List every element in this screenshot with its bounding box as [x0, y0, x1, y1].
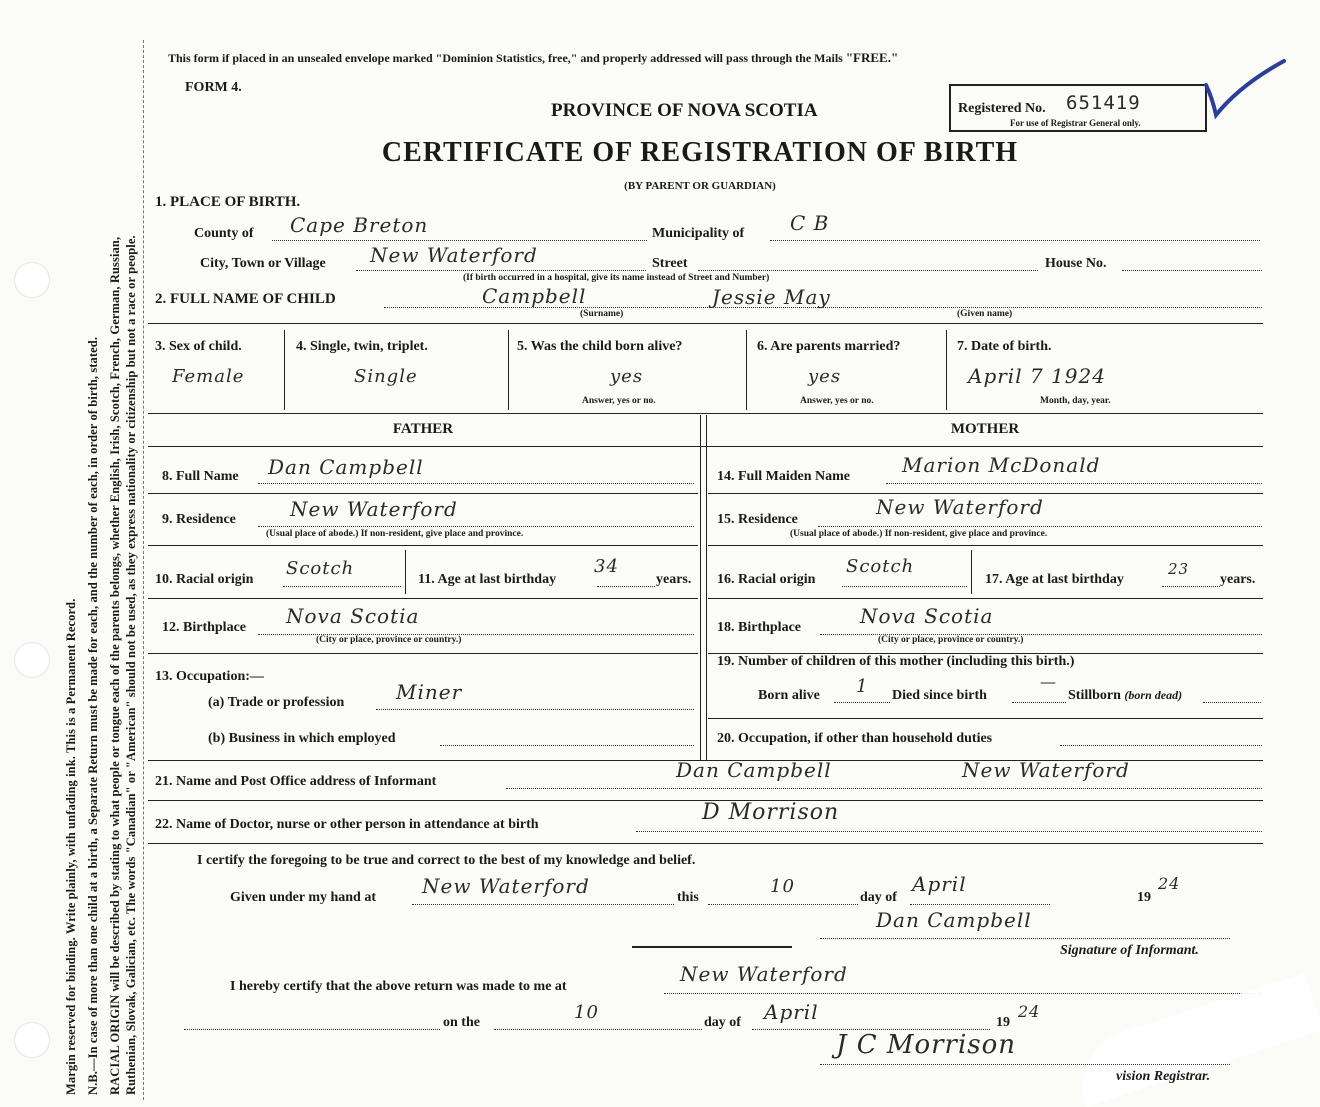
municipality-value: C B — [790, 211, 830, 235]
plurality-label: 4. Single, twin, triplet. — [296, 339, 428, 354]
col-divider-3 — [746, 330, 747, 410]
mother-residence-label: 15. Residence — [717, 512, 798, 527]
signature-line — [820, 938, 1230, 939]
rule-parents-heading — [148, 446, 1263, 447]
surname-note: (Surname) — [580, 309, 624, 319]
parents-divider-a — [700, 415, 701, 760]
rule-mother-1 — [708, 493, 1263, 494]
parents-married-value: yes — [808, 366, 842, 387]
day-of-label: day of — [860, 890, 897, 905]
father-age-value: 34 — [594, 556, 619, 577]
mail-note — [168, 50, 898, 66]
given-year-value: 24 — [1158, 874, 1181, 893]
given-day-value: 10 — [770, 876, 795, 897]
stillborn-line — [1203, 702, 1261, 703]
mother-years-label: years. — [1220, 572, 1256, 587]
mother-birthplace-value: Nova Scotia — [860, 604, 994, 628]
rule-mother-3 — [708, 598, 1263, 599]
form-number: FORM 4. — [185, 80, 242, 95]
margin-notes — [0, 0, 140, 1107]
doctor-label: 22. Name of Doctor, nurse or other person in attendance at birth — [155, 817, 539, 832]
informant-label: 21. Name and Post Office address of Informant — [155, 774, 437, 789]
mother-racial-line — [842, 586, 967, 587]
informant-address-value: New Waterford — [962, 758, 1130, 782]
registrar-day-of-label: day of — [704, 1015, 741, 1030]
col-divider-1 — [284, 330, 285, 410]
check-mark-icon — [1200, 55, 1290, 125]
rule-certification-top — [148, 843, 1263, 844]
father-birthplace-note: (City or place, province or country.) — [316, 635, 462, 645]
given-name-note: (Given name) — [957, 309, 1013, 319]
mother-racial-value: Scotch — [846, 556, 915, 577]
mother-occupation-line — [1060, 745, 1262, 746]
rule-father-1 — [148, 493, 698, 494]
house-no-line — [1122, 270, 1262, 271]
registered-label: Registered No. — [958, 101, 1046, 116]
given-place-line — [412, 904, 674, 905]
mother-name-label: 14. Full Maiden Name — [717, 469, 850, 484]
given-day-line — [708, 904, 858, 905]
county-label: County of — [194, 226, 254, 241]
registrar-statement: I hereby certify that the above return was made to me at — [230, 979, 567, 994]
father-residence-note: (Usual place of abode.) If non-resident, give place and province. — [266, 529, 524, 539]
father-business-line — [440, 745, 694, 746]
father-age-line — [597, 586, 655, 587]
hospital-note: (If birth occurred in a hospital, give its name instead of Street and Number) — [463, 273, 770, 283]
certificate-subtitle: (BY PARENT OR GUARDIAN) — [624, 180, 776, 192]
rule-father-2 — [148, 545, 698, 546]
street-line — [698, 270, 1038, 271]
certification-separator — [632, 946, 792, 948]
birth-date-label: 7. Date of birth. — [957, 339, 1052, 354]
given-month-line — [910, 904, 1050, 905]
rule-mother-2 — [708, 545, 1263, 546]
died-since-birth-value: — — [1040, 672, 1057, 691]
father-age-label: 11. Age at last birthday — [418, 572, 557, 587]
mother-name-value: Marion McDonald — [902, 453, 1101, 477]
on-the-label: on the — [443, 1015, 480, 1030]
rule-mother-5 — [708, 718, 1263, 719]
mother-occupation-label: 20. Occupation, if other than household duties — [717, 731, 993, 746]
registrar-signature-line — [820, 1064, 1230, 1065]
registrar-year-value: 24 — [1018, 1002, 1041, 1021]
col-divider-4 — [946, 330, 947, 410]
county-value: Cape Breton — [290, 213, 429, 237]
father-heading: FATHER — [392, 421, 454, 437]
margin-racial-note-1: RACIAL ORIGIN will be described by stating to what people or tongue each of the parents belongs, whether English, Irish, Scotch, French, German, Russian, — [108, 236, 122, 1095]
stillborn-note: (born dead) — [1124, 688, 1183, 702]
given-month-value: April — [912, 872, 967, 896]
mother-residence-line — [818, 526, 1262, 527]
mother-residence-value: New Waterford — [876, 495, 1044, 519]
margin-racial-note-2: Ruthenian, Slovak, Galician, etc. The words "Canadian" or "American" should not be used, as they express nationality or citizenship but not a race or people. — [124, 235, 138, 1095]
given-place-value: New Waterford — [422, 874, 590, 898]
child-name-label: 2. FULL NAME OF CHILD — [155, 291, 336, 307]
registrar-place-line — [664, 993, 1262, 994]
registrar-lead-line — [184, 1029, 440, 1030]
child-surname-value: Campbell — [482, 284, 587, 308]
father-racial-value: Scotch — [286, 558, 355, 579]
mother-age-line — [1162, 586, 1220, 587]
father-name-label: 8. Full Name — [162, 469, 239, 484]
registrar-month-value: April — [764, 1000, 819, 1024]
registered-number: 651419 — [1066, 92, 1141, 114]
mother-name-line — [886, 483, 1262, 484]
stillborn-label-text: Stillborn — [1068, 688, 1121, 703]
margin-nb-note: N.B.—In case of more than one child at a birth, a Separate Return must be made for each, and the number of each, in order of birth, stated. — [86, 336, 100, 1095]
born-alive-value: yes — [610, 366, 644, 387]
father-birthplace-label: 12. Birthplace — [162, 620, 246, 635]
sex-value: Female — [172, 366, 245, 387]
father-years-label: years. — [656, 572, 692, 587]
county-line — [272, 240, 647, 241]
registrar-only-note: For use of Registrar General only. — [1010, 118, 1141, 128]
child-given-value: Jessie May — [712, 285, 831, 309]
born-alive-count-line — [834, 702, 890, 703]
stillborn-label — [1068, 688, 1182, 704]
died-since-birth-line — [1012, 702, 1066, 703]
street-label: Street — [652, 256, 688, 271]
mother-heading: MOTHER — [950, 421, 1020, 437]
born-alive-note: Answer, yes or no. — [582, 396, 656, 406]
mother-birthplace-note: (City or place, province or country.) — [878, 635, 1024, 645]
father-trade-label: (a) Trade or profession — [208, 695, 345, 710]
mother-birthplace-label: 18. Birthplace — [717, 620, 801, 635]
city-label: City, Town or Village — [200, 256, 326, 271]
informant-line — [506, 788, 1262, 789]
father-racial-line — [283, 586, 401, 587]
mother-age-label: 17. Age at last birthday — [985, 572, 1124, 587]
father-occupation-label: 13. Occupation:— — [155, 669, 264, 684]
parents-married-note: Answer, yes or no. — [800, 396, 874, 406]
parents-married-label: 6. Are parents married? — [757, 339, 901, 354]
mail-note-text: This form if placed in an unsealed envelope marked "Dominion Statistics, free," and properly addressed will pass through the Mails — [168, 51, 846, 65]
plurality-value: Single — [354, 366, 418, 387]
city-value: New Waterford — [370, 243, 538, 267]
certification-statement: I certify the foregoing to be true and correct to the best of my knowledge and belief. — [197, 853, 696, 868]
father-name-line — [258, 483, 694, 484]
mother-racial-divider — [971, 550, 972, 594]
informant-signature: Dan Campbell — [876, 908, 1032, 932]
father-racial-divider — [405, 550, 406, 594]
given-year-prefix: 19 — [1137, 890, 1151, 905]
sex-label: 3. Sex of child. — [155, 339, 242, 354]
born-alive-label: 5. Was the child born alive? — [517, 339, 683, 354]
father-racial-label: 10. Racial origin — [155, 572, 254, 587]
parents-divider-b — [706, 415, 707, 760]
municipality-line — [770, 240, 1260, 241]
registrar-label: vision Registrar. — [1116, 1069, 1211, 1084]
signature-label: Signature of Informant. — [1060, 943, 1199, 958]
doctor-value: D Morrison — [702, 800, 840, 825]
registrar-place-value: New Waterford — [680, 962, 848, 986]
father-trade-value: Miner — [396, 680, 463, 704]
mother-age-value: 23 — [1168, 560, 1190, 578]
place-of-birth-heading: 1. PLACE OF BIRTH. — [155, 194, 301, 210]
this-label: this — [677, 890, 699, 905]
father-residence-value: New Waterford — [290, 497, 458, 521]
col-divider-2 — [508, 330, 509, 410]
rule-top — [148, 323, 1263, 324]
binding-line — [143, 40, 144, 1100]
margin-binding-note: Margin reserved for binding. Write plainly, with unfading ink. This is a Permanent Record. — [64, 598, 78, 1095]
house-no-label: House No. — [1045, 256, 1107, 271]
rule-parents-top — [148, 413, 1263, 414]
registrar-day-line — [494, 1029, 702, 1030]
born-alive-count-label: Born alive — [758, 688, 820, 703]
province-heading: PROVINCE OF NOVA SCOTIA — [551, 100, 818, 121]
mother-racial-label: 16. Racial origin — [717, 572, 816, 587]
given-under-label: Given under my hand at — [230, 890, 376, 905]
father-business-label: (b) Business in which employed — [208, 731, 396, 746]
rule-father-3 — [148, 598, 698, 599]
mother-residence-note: (Usual place of abode.) If non-resident, give place and province. — [790, 529, 1048, 539]
father-residence-label: 9. Residence — [162, 512, 236, 527]
father-birthplace-value: Nova Scotia — [286, 604, 420, 628]
born-alive-count-value: 1 — [856, 676, 869, 697]
birth-date-value: April 7 1924 — [968, 364, 1106, 388]
certificate-title: CERTIFICATE OF REGISTRATION OF BIRTH — [381, 137, 1019, 168]
registrar-signature: J C Morrison — [836, 1030, 1017, 1060]
registrar-day-value: 10 — [574, 1002, 599, 1023]
mother-children-label: 19. Number of children of this mother (including this birth.) — [717, 654, 1075, 669]
doctor-line — [636, 831, 1262, 832]
municipality-label: Municipality of — [652, 226, 745, 241]
father-name-value: Dan Campbell — [268, 455, 424, 479]
father-residence-line — [258, 526, 694, 527]
registrar-year-prefix: 19 — [996, 1015, 1010, 1030]
father-trade-line — [376, 709, 694, 710]
died-since-birth-label: Died since birth — [892, 688, 987, 703]
rule-father-4 — [148, 653, 698, 654]
mail-note-free: "FREE." — [845, 50, 899, 65]
city-line — [356, 270, 646, 271]
birth-date-note: Month, day, year. — [1040, 396, 1111, 406]
informant-name-value: Dan Campbell — [676, 758, 832, 782]
